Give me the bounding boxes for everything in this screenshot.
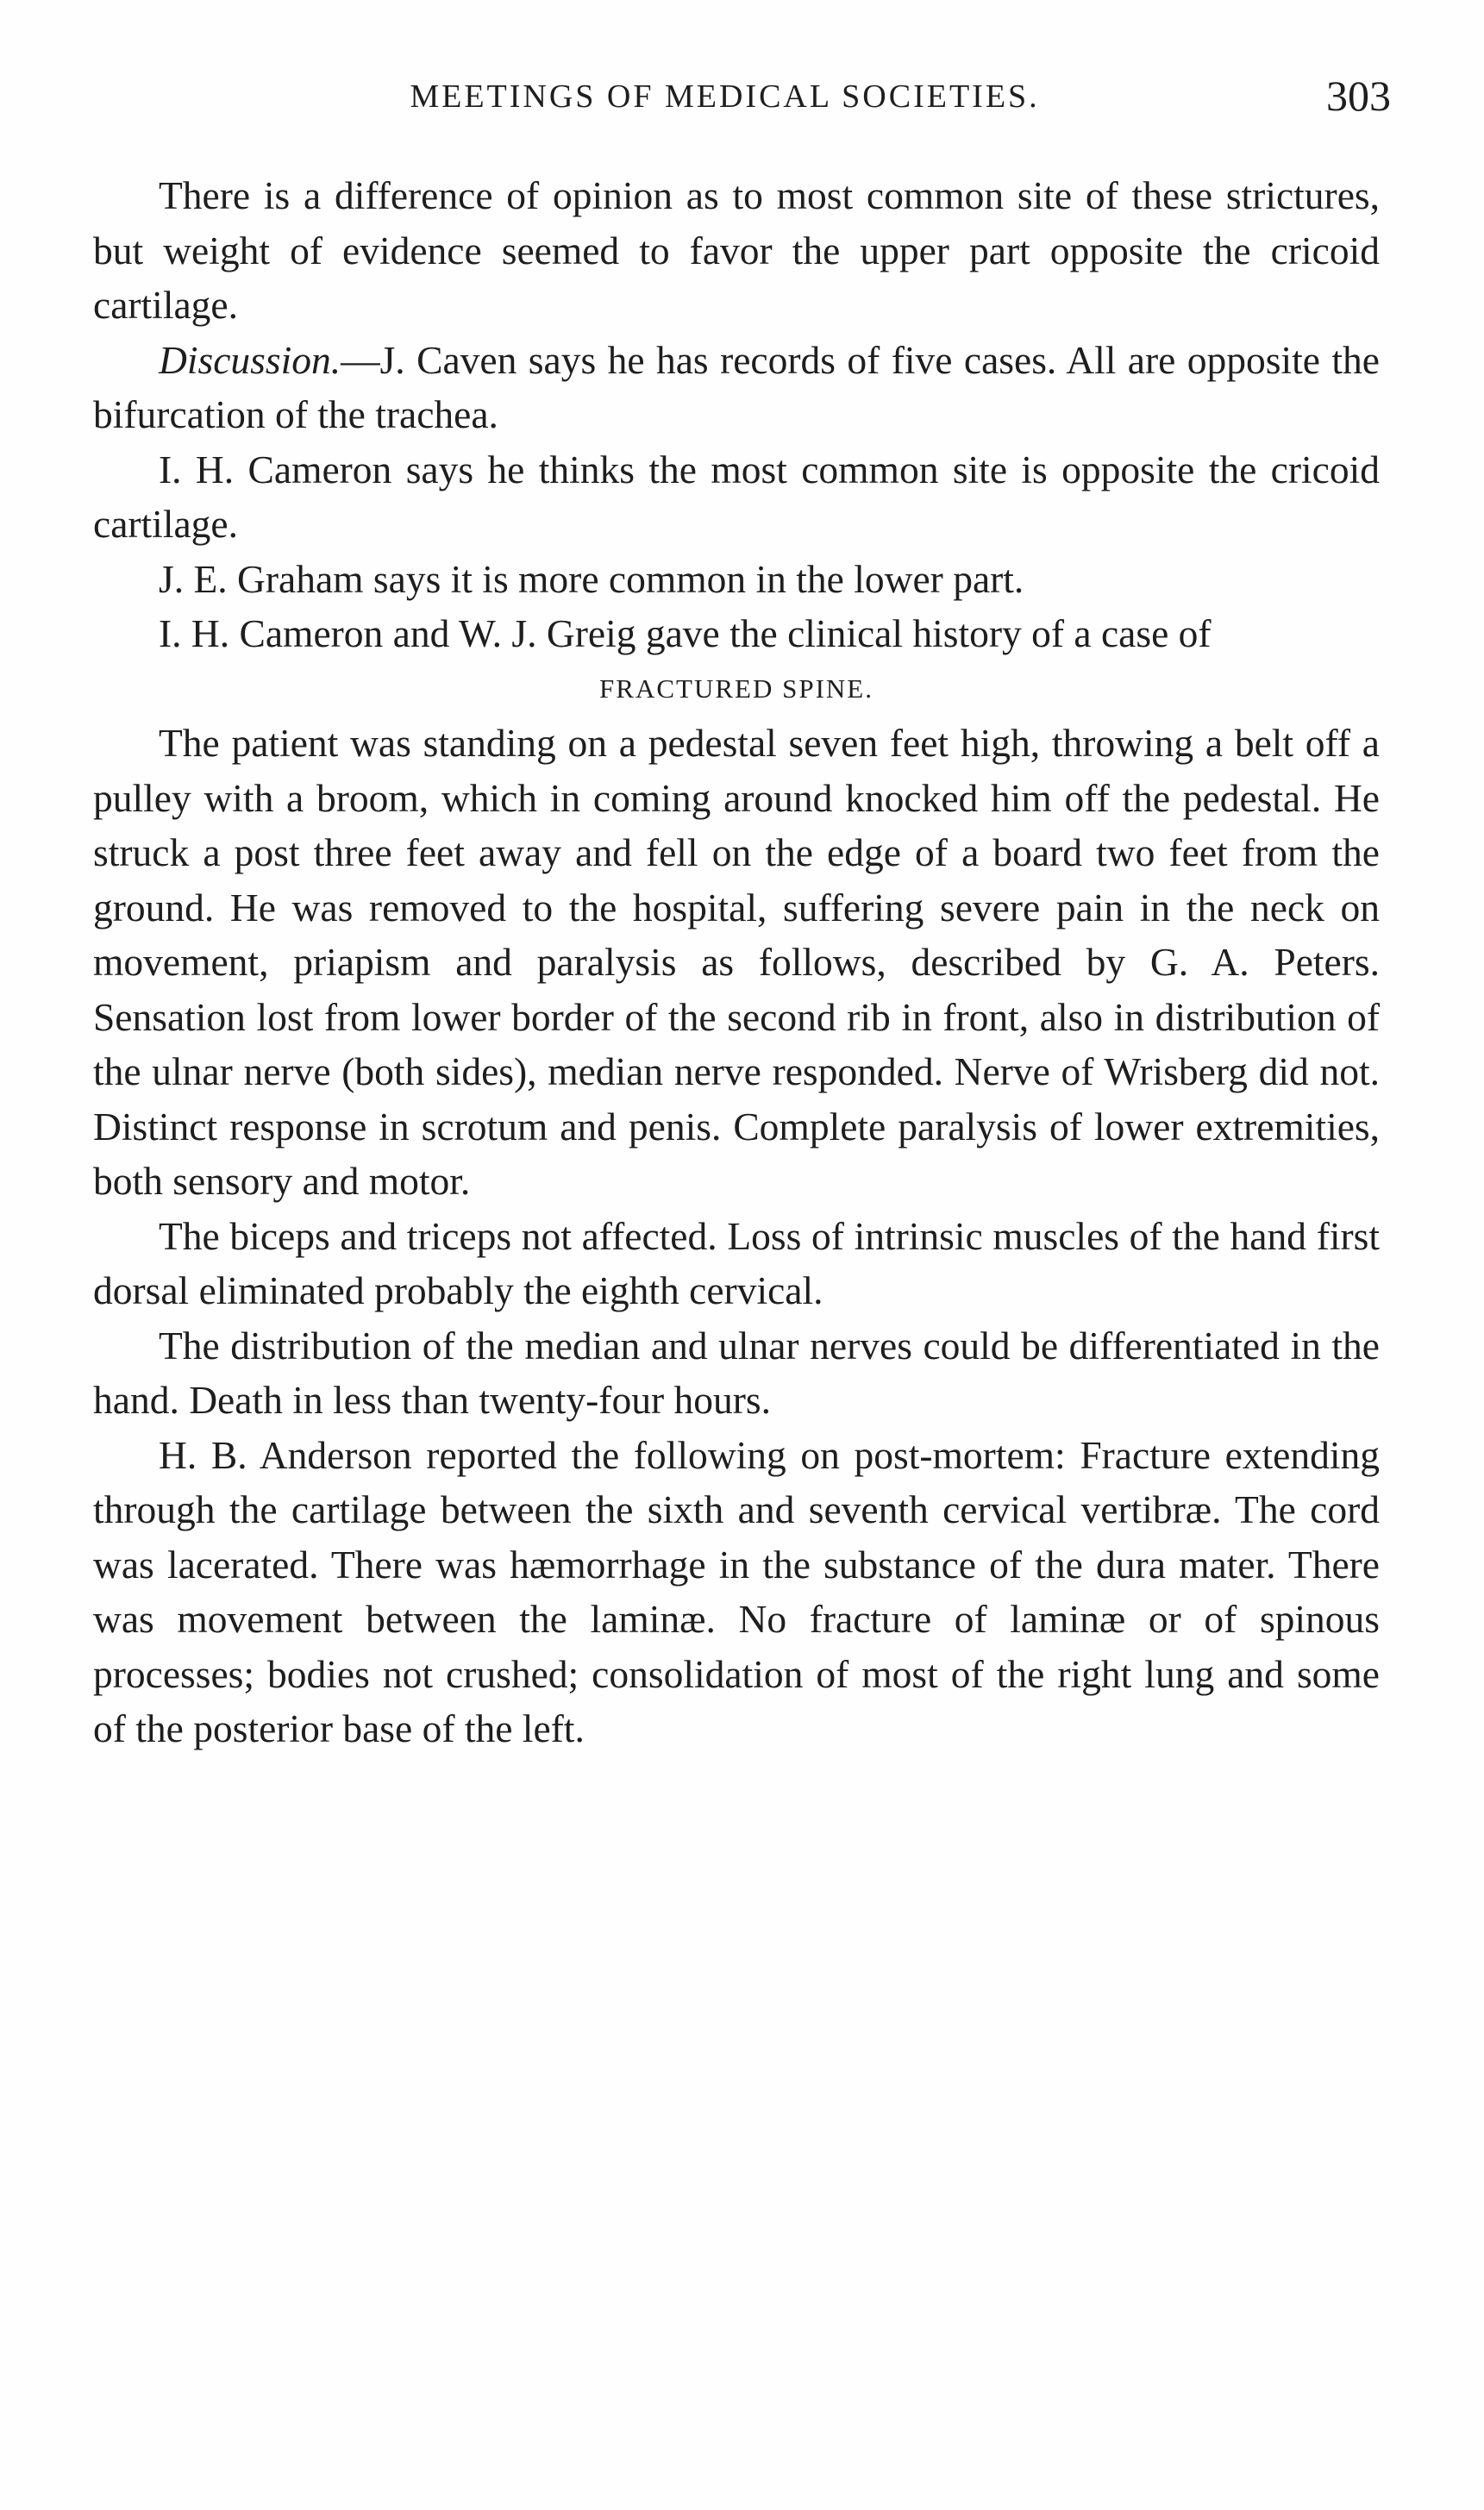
body-text	[93, 168, 1380, 1756]
discussion-lead: Discussion.	[159, 337, 341, 382]
paragraph-discussion	[93, 333, 1380, 442]
running-title: MEETINGS OF MEDICAL SOCIETIES.	[410, 78, 1040, 115]
paragraph-graham-opinion: J. E. Graham says it is more common in the lower part.	[159, 556, 1024, 601]
paragraph-stricture-site: There is a difference of opinion as to most common site of these strictures, but weight of evidence seemed to favor the upper part opposite the cricoid cartilage.	[93, 173, 1380, 327]
paragraph-case-intro: I. H. Cameron and W. J. Greig gave the clinical history of a case of	[159, 611, 1212, 655]
paragraph-cameron-opinion: I. H. Cameron says he thinks the most common site is opposite the cricoid cartilage.	[93, 447, 1380, 546]
paragraph-post-mortem: H. B. Anderson reported the following on post-mortem: Fracture extending through the cartilage between the sixth and seventh cervical vertibræ. The cord was lacerated. There was hæmorrhage in the substance of the dura mater. There was movement between the laminæ. No fracture of laminæ or of spinous processes; bodies not crushed; consolidation of most of the right lung and some of the posterior base of the left.	[93, 1432, 1380, 1750]
paragraph-nerve-distribution: The distribution of the median and ulnar nerves could be differentiated in the hand. Death in less than twenty-four hours.	[93, 1323, 1380, 1422]
page-header	[93, 71, 1391, 140]
paragraph-biceps-triceps: The biceps and triceps not affected. Loss of intrinsic muscles of the hand first dorsal eliminated probably the eighth cervical.	[93, 1213, 1380, 1312]
paragraph-case-history: The patient was standing on a pedestal seven feet high, throwing a belt off a pulley with a broom, which in coming around knocked him off the pedestal. He struck a post three feet away and fell on the edge of a board two feet from the ground. He was removed to the hospital, suffering severe pain in the neck on movement, priapism and paralysis as follows, described by G. A. Peters. Sensation lost from lower border of the second rib in front, also in distribution of the ulnar nerve (both sides), median nerve responded. Nerve of Wrisberg did not. Distinct response in scrotum and penis. Complete paralysis of lower extremities, both sensory and motor.	[93, 721, 1380, 1203]
discussion-text: —J. Caven says he has records of five cases. All are opposite the bifurcation of the trachea.	[93, 337, 1380, 436]
section-heading: FRACTURED SPINE.	[599, 673, 873, 704]
page-number: 303	[1326, 72, 1391, 120]
